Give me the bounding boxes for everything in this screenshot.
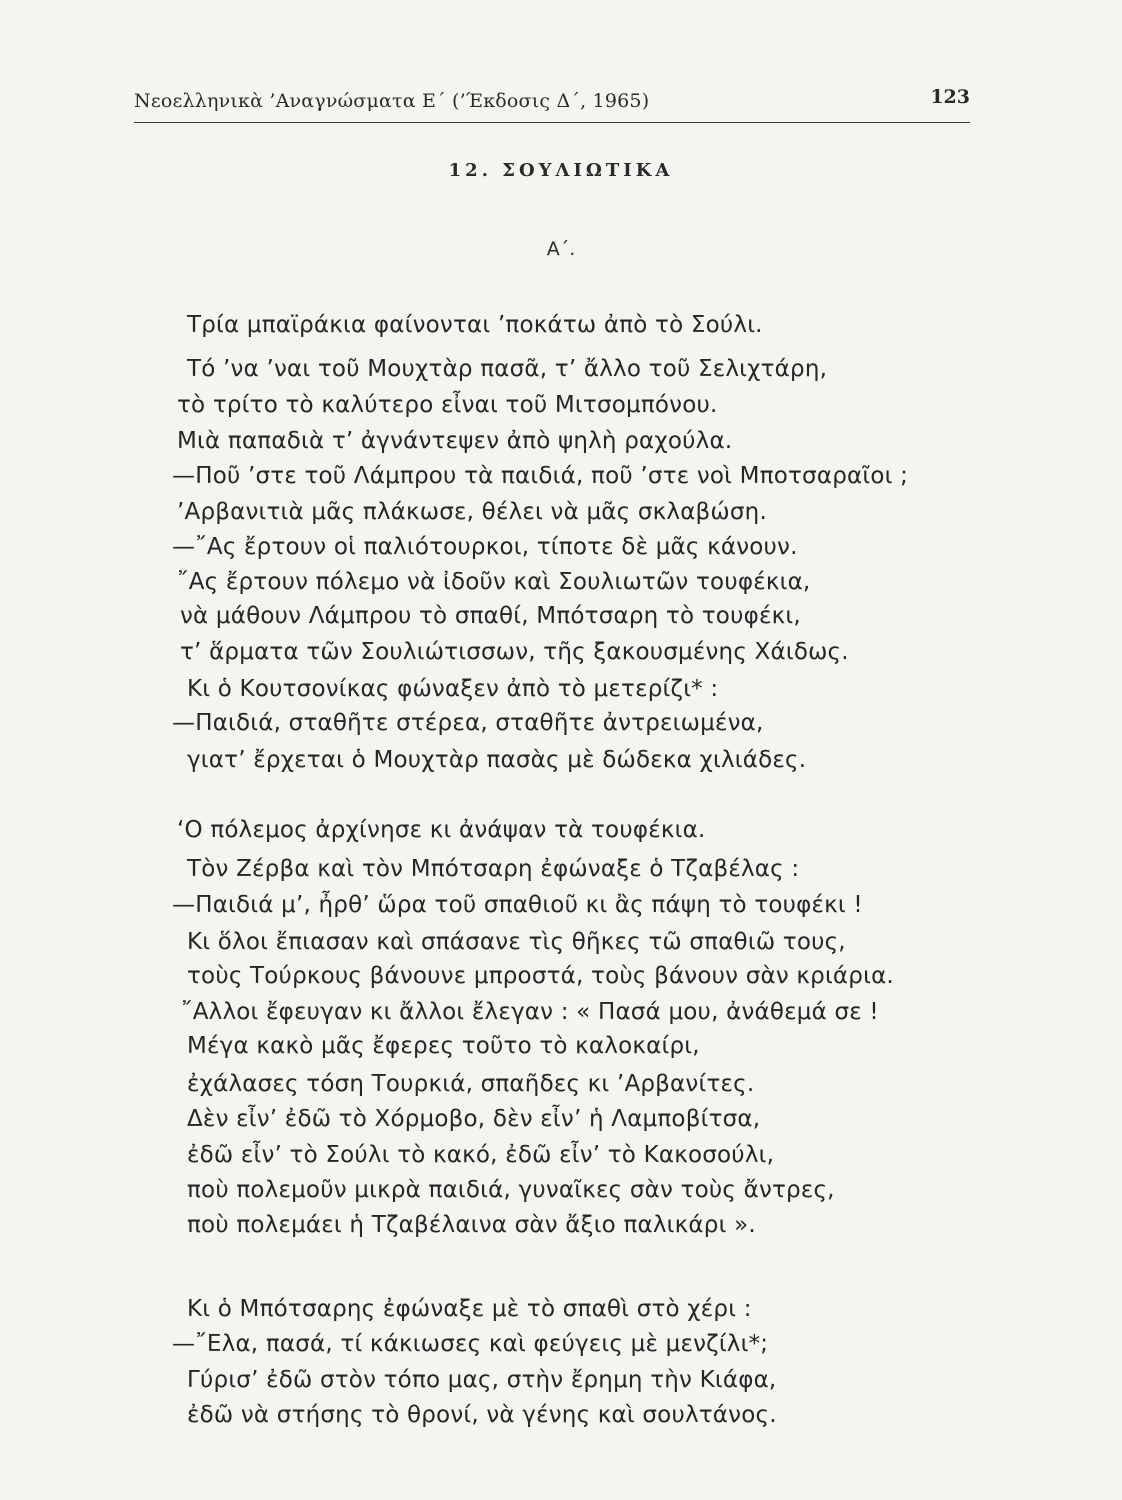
- verse-line: ποὺ πολεμοῦν μικρὰ παιδιά, γυναῖκες σὰν τοὺς ἄντρες,: [187, 1177, 835, 1203]
- running-header: [134, 88, 970, 123]
- verse-line: Κι ὅλοι ἔπιασαν καὶ σπάσανε τὶς θῆκες τῶ σπαθιῶ τους,: [187, 929, 846, 955]
- verse-line: Δὲν εἶν’ ἐδῶ τὸ Χόρμοβο, δὲν εἶν’ ἡ Λαμποβίτσα,: [187, 1106, 761, 1132]
- verse-line: —Ποῦ ’στε τοῦ Λάμπρου τὰ παιδιά, ποῦ ’στε νοὶ Μπoτσαραῖοι ;: [172, 463, 909, 489]
- verse-line: —Παιδιά μ’, ἦρθ’ ὥρα τοῦ σπαθιοῦ κι ἂς πάψη τὸ τουφέκι !: [172, 892, 863, 918]
- verse-line: Μέγα κακὸ μᾶς ἔφερες τοῦτο τὸ καλοκαίρι,: [187, 1033, 700, 1059]
- verse-line: ἐδῶ νὰ στήσης τὸ θρονί, νὰ γένης καὶ σουλτάνος.: [187, 1402, 777, 1428]
- poem-title: 12. ΣΟΥΛΙΩΤΙΚΑ: [448, 160, 674, 181]
- verse-line: τ’ ἅρματα τῶν Σουλιώτισσων, τῆς ξακουσμένης Χάιδως.: [180, 639, 849, 665]
- verse-line: γιατ’ ἔρχεται ὁ Μουχτὰρ πασὰς μὲ δώδεκα χιλιάδες.: [187, 747, 807, 773]
- verse-line: —Παιδιά, σταθῆτε στέρεα, σταθῆτε ἀντρειωμένα,: [172, 710, 764, 736]
- header-book-title: Νεοελληνικὰ ’Αναγνώσματα Ε΄ (’Έκδοσις Δ΄, 1965): [134, 90, 650, 112]
- verse-line: Τρία μπαϊράκια φαίνονται ’ποκάτω ἀπὸ τὸ Σούλι.: [187, 312, 763, 338]
- verse-line: τοὺς Τούρκους βάνουνε μπροστά, τοὺς βάνουν σὰν κριάρια.: [187, 963, 894, 989]
- verse-line: Κι ὁ Κουτσονίκας φώναξεν ἀπὸ τὸ μετερίζι* :: [187, 676, 719, 702]
- verse-line: —῎Ας ἔρτουν οἱ παλιότουρκοι, τίποτε δὲ μᾶς κάνουν.: [172, 534, 798, 560]
- verse-line: τὸ τρίτο τὸ καλύτερο εἶναι τοῦ Μιτσομπόνου.: [177, 392, 718, 418]
- page-number: 123: [930, 86, 970, 108]
- verse-line: ‘Ο πόλεμος ἀρχίνησε κι ἀνάψαν τὰ τουφέκια.: [177, 817, 706, 843]
- verse-line: ’Αρβανιτιὰ μᾶς πλάκωσε, θέλει νὰ μᾶς σκλαβώση.: [177, 499, 767, 525]
- verse-line: ῎Αλλοι ἔφευγαν κι ἄλλοι ἔλεγαν : « Πασά μου, ἀνάθεμά σε !: [181, 999, 879, 1025]
- section-title: Α΄.: [546, 238, 576, 260]
- verse-line: νὰ μάθουν Λάμπρου τὸ σπαθί, Μπότσαρη τὸ τουφέκι,: [180, 603, 801, 629]
- verse-line: Τὸν Ζέρβα καὶ τὸν Μπότσαρη ἐφώναξε ὁ Τζαβέλας :: [187, 856, 800, 882]
- verse-line: ῎Ας ἔρτουν πόλεμο νὰ ἰδοῦν καὶ Σουλιωτῶν τουφέκια,: [177, 569, 811, 595]
- verse-line: Μιὰ παπαδιὰ τ’ ἀγνάντεψεν ἀπὸ ψηλὴ ραχούλα.: [177, 428, 733, 454]
- verse-line: ἐχάλασες τόση Τουρκιά, σπαῆδες κι ’Αρβανίτες.: [187, 1071, 755, 1097]
- verse-line: ἐδῶ εἶν’ τὸ Σούλι τὸ κακό, ἐδῶ εἶν’ τὸ Κακοσούλι,: [187, 1142, 775, 1168]
- verse-line: ποὺ πολεμάει ἡ Τζαβέλαινα σὰν ἄξιο παλικάρι ».: [187, 1212, 756, 1238]
- verse-line: —῎Ελα, πασά, τί κάκιωσες καὶ φεύγεις μὲ μενζίλι*;: [172, 1331, 769, 1357]
- verse-line: Γύρισ’ ἐδῶ στὸν τόπο μας, στὴν ἔρημη τὴν Κιάφα,: [187, 1367, 777, 1393]
- verse-line: Τό ’να ’ναι τοῦ Μουχτὰρ πασᾶ, τ’ ἄλλο τοῦ Σελιχτάρη,: [187, 356, 828, 382]
- verse-line: Κι ὁ Μπότσαρης ἐφώναξε μὲ τὸ σπαθὶ στὸ χέρι :: [187, 1296, 752, 1322]
